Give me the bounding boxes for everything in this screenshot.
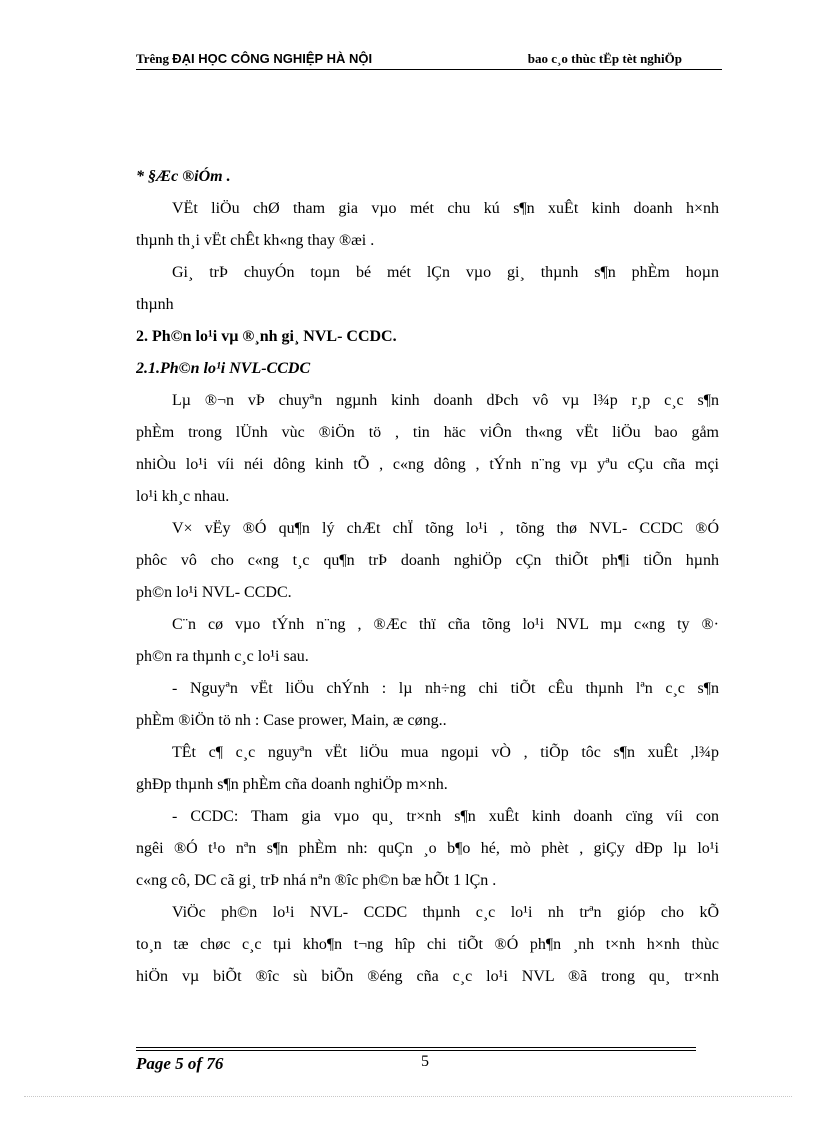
header-left [136, 51, 372, 67]
text-line: ph©n lo¹i NVL- CCDC. [136, 584, 292, 601]
text-line: thµnh th¸i vËt chÊt kh«ng thay ®æi . [136, 232, 375, 249]
body-text [136, 161, 719, 993]
text-line: ph©n ra thµnh c¸c lo¹i sau. [136, 648, 309, 665]
footer-page-label: Page 5 of 76 [136, 1054, 224, 1073]
text-line: - CCDC: Tham gia vµo qu¸ tr×nh s¶n xuÊt kinh doanh cïng víi con [172, 808, 719, 825]
text-line: Lµ ®¬n vÞ chuyªn ngµnh kinh doanh dÞch vô vµ l¾p r¸p c¸c s¶n [172, 392, 719, 409]
text-line: to¸n tæ chøc c¸c tµi kho¶n t¬ng hîp chi tiÕt ®Ó ph¶n ¸nh t×nh h×nh thùc [136, 936, 719, 953]
text-line: thµnh [136, 296, 174, 313]
text-line: VËt liÖu chØ tham gia vµo mét chu kú s¶n xuÊt kinh doanh h×nh [172, 200, 719, 217]
header-report-title: bao c¸o thùc tËp tèt nghiÖp [527, 51, 682, 66]
text-line: phÈm trong lÜnh vùc ®iÖn tö , tin häc viÔn th«ng vËt liÖu bao gåm [136, 424, 719, 441]
text-line: V× vËy ®Ó qu¶n lý chÆt chÏ tõng lo¹i , tõng thø NVL- CCDC ®Ó [172, 520, 719, 537]
text-line: TÊt c¶ c¸c nguyªn vËt liÖu mua ngoµi vÒ , tiÕp tôc s¶n xuÊt ,l¾p [172, 744, 719, 761]
section-heading: 2. Ph©n lo¹i vµ ®¸nh gi¸ NVL- CCDC. [136, 328, 397, 345]
text-line: C¨n cø vµo tÝnh n¨ng , ®Æc thï cña tõng lo¹i NVL mµ c«ng ty ®· [172, 616, 719, 633]
footer-page-number: 5 [421, 1053, 429, 1070]
page-header [136, 49, 722, 70]
text-line: nhiÒu lo¹i víi néi dông kinh tÕ , c«ng dông , tÝnh n¨ng vµ yªu cÇu cña mçi [136, 456, 719, 473]
text-line: ghÐp thµnh s¶n phÈm cña doanh nghiÖp m×nh. [136, 776, 448, 793]
footer-rule [136, 1050, 696, 1051]
page-break-line [24, 1096, 792, 1097]
text-line: ViÖc ph©n lo¹i NVL- CCDC thµnh c¸c lo¹i nh trªn gióp cho kÕ [172, 904, 719, 921]
text-line: - Nguyªn vËt liÖu chÝnh : lµ nh÷ng chi tiÕt cÊu thµnh lªn c¸c s¶n [172, 680, 719, 697]
subsection-heading: 2.1.Ph©n lo¹i NVL-CCDC [136, 360, 311, 377]
header-prefix: Trêng [136, 51, 169, 66]
text-line: Gi¸ trÞ chuyÓn toµn bé mét lÇn vµo gi¸ thµnh s¶n phÈm hoµn [172, 264, 719, 281]
text-line: phôc vô cho c«ng t¸c qu¶n trÞ doanh nghiÖp cÇn thiÕt ph¶i tiÕn hµnh [136, 552, 719, 569]
text-line: hiÖn vµ biÕt ®îc sù biÕn ®éng cña c¸c lo¹i NVL ®ã trong qu¸ tr×nh [136, 968, 719, 985]
text-line: c«ng cô, DC cã gi¸ trÞ nhá nªn ®îc ph©n bæ hÕt 1 lÇn . [136, 872, 497, 889]
text-line: phÈm ®iÖn tö nh : Case prower, Main, æ cøng.. [136, 712, 447, 729]
header-university: ĐẠI HỌC CÔNG NGHIỆP HÀ NỘI [172, 51, 373, 66]
text-line: ngêi ®Ó t¹o nªn s¶n phÈm nh: quÇn ¸o b¶o hé, mò phèt , giÇy dÐp lµ lo¹i [136, 840, 719, 857]
footer-rule [136, 1047, 696, 1048]
text-line: * §Æc ®iÓm . [136, 168, 231, 185]
text-line: lo¹i kh¸c nhau. [136, 488, 230, 505]
